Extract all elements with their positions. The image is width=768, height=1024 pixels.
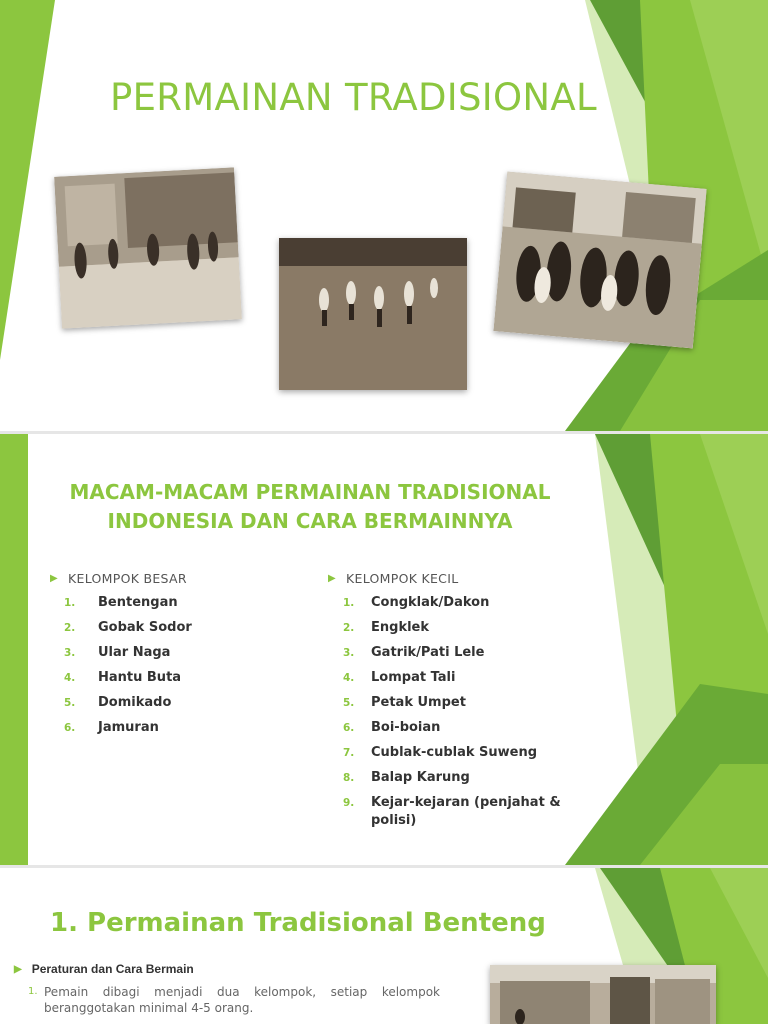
list-label: Gobak Sodor [98, 620, 192, 635]
list-number: 6. [64, 722, 76, 734]
list-number: 2. [64, 622, 76, 634]
photo-field-game [279, 238, 467, 390]
slide-heading: 1. Permainan Tradisional Benteng [50, 908, 546, 938]
kelompok-kecil-heading [328, 571, 578, 586]
bullet-arrow-icon: ▶ [50, 573, 58, 584]
kelompok-besar-heading-text: KELOMPOK BESAR [68, 571, 187, 586]
kelompok-besar-column [50, 571, 290, 744]
photo-benteng-building [490, 965, 716, 1024]
kelompok-kecil-column [328, 571, 578, 837]
list-item [50, 594, 290, 612]
list-item [50, 719, 290, 737]
list-item [328, 644, 578, 662]
list-item [50, 644, 290, 662]
kelompok-besar-heading [50, 571, 290, 586]
list-number: 9. [343, 797, 355, 809]
list-item [328, 669, 578, 687]
list-item [328, 594, 578, 612]
list-number: 8. [343, 772, 355, 784]
list-label: Jamuran [98, 720, 159, 735]
bullet-arrow-icon: ▶ [14, 963, 22, 975]
list-number: 1. [64, 597, 76, 609]
list-item [50, 619, 290, 637]
list-number: 2. [343, 622, 355, 634]
list-label: Lompat Tali [371, 670, 456, 685]
list-label: Engklek [371, 620, 430, 635]
rule-number: 1. [28, 986, 38, 997]
list-item [328, 744, 578, 762]
list-item [328, 619, 578, 637]
list-number: 6. [343, 722, 355, 734]
list-number: 3. [64, 647, 76, 659]
kelompok-besar-list [50, 594, 290, 737]
list-label: Petak Umpet [371, 695, 466, 710]
list-item [50, 669, 290, 687]
section-heading [14, 962, 194, 976]
kelompok-kecil-heading-text: KELOMPOK KECIL [346, 571, 459, 586]
list-number: 5. [64, 697, 76, 709]
list-label: Hantu Buta [98, 670, 182, 685]
list-label: Domikado [98, 695, 172, 710]
list-label: Balap Karung [371, 770, 470, 785]
list-number: 4. [343, 672, 355, 684]
bullet-arrow-icon: ▶ [328, 573, 336, 584]
list-number: 1. [343, 597, 355, 609]
list-label: Gatrik/Pati Lele [371, 645, 485, 660]
rule-text: Pemain dibagi menjadi dua kelompok, setiap kelompok beranggotakan minimal 4-5 orang. [44, 985, 440, 1015]
list-item [328, 794, 578, 830]
list-label: Cublak-cublak Suweng [371, 745, 538, 760]
list-item [328, 769, 578, 787]
list-label: Kejar-kejaran (penjahat & polisi) [371, 795, 561, 828]
list-label: Bentengan [98, 595, 178, 610]
kelompok-kecil-list [328, 594, 578, 830]
slide-list [0, 434, 768, 865]
list-label: Ular Naga [98, 645, 171, 660]
slide-title-text: PERMAINAN TRADISIONAL [110, 76, 597, 119]
photo-benteng-game [54, 167, 242, 328]
list-label: Boi-boian [371, 720, 441, 735]
rule-item [28, 984, 440, 1016]
section-heading-text: Peraturan dan Cara Bermain [31, 962, 194, 976]
slide-benteng [0, 868, 768, 1024]
slide-title [0, 0, 768, 431]
list-number: 3. [343, 647, 355, 659]
photo-circle-game [493, 172, 706, 349]
list-number: 5. [343, 697, 355, 709]
list-label: Congklak/Dakon [371, 595, 490, 610]
list-number: 7. [343, 747, 355, 759]
list-item [328, 694, 578, 712]
list-item [50, 694, 290, 712]
slide-heading: MACAM-MACAM PERMAINAN TRADISIONAL INDONESIA DAN CARA BERMAINNYA [69, 480, 551, 533]
list-item [328, 719, 578, 737]
list-number: 4. [64, 672, 76, 684]
